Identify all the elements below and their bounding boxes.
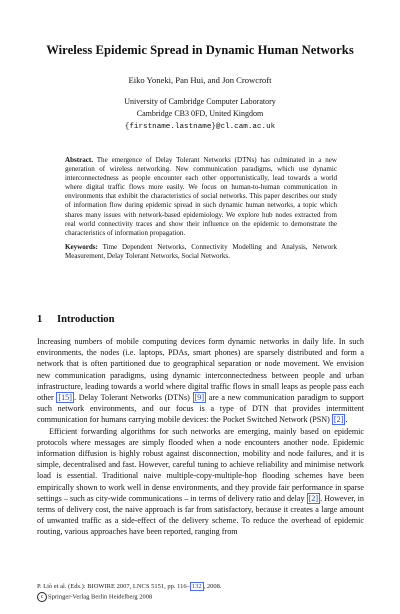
citation-link-9[interactable]: [9] (194, 393, 205, 403)
citation-link-15[interactable]: [15] (58, 393, 72, 403)
affiliation-email: {firstname.lastname}@cl.cam.ac.uk (124, 122, 276, 131)
footer-page-link[interactable]: 132 (191, 583, 202, 590)
keywords-text: Time Dependent Networks, Connectivity Modelling and Analysis, Network Measurement, Delay Tolerant Networks, Social Networks. (65, 243, 338, 261)
author-list: Eiko Yoneki, Pan Hui, and Jon Crowcroft (128, 75, 272, 85)
footer-citation-end: , 2008. (203, 583, 222, 590)
footer-citation-text: P. Liò et al. (Eds.): BIOWIRE 2007, LNCS 5151, pp. 116– (37, 583, 190, 590)
affiliation-institution: University of Cambridge Computer Laboratory (124, 97, 276, 106)
keywords-label: Keywords: (65, 243, 98, 251)
keywords (65, 243, 337, 261)
paragraph-2 (37, 426, 364, 538)
affiliation-address: Cambridge CB3 0FD, United Kingdom (136, 109, 264, 119)
footer-copyright (37, 592, 222, 602)
abstract (65, 156, 337, 238)
abstract-text: The emergence of Delay Tolerant Networks (DTNs) has culminated in a new generation of wireless networking. New communication paradigms, which use dynamic interconnectedness as people encounter each other opportunistically, lead towards a world where digital traffic flows more easily. We focus on human-to-human communication in environments that exhibit the characteristics of social networks. This paper describes our study of information flow during epidemic spread in such dynamic human networks, a topic which shares many issues with network-based epidemiology. We explore hub nodes extracted from real world connectivity traces and show their influence on the epidemic to demonstrate the characteristics of information propagation. (65, 156, 337, 237)
section-heading (37, 314, 115, 325)
page-footer (37, 583, 222, 602)
paper-title: Wireless Epidemic Spread in Dynamic Human Networks (46, 43, 354, 57)
paragraph-1-text-a: Increasing numbers of mobile computing devices form dynamic networks in daily life. In such environments, the nodes (i.e. laptops, PDAs, smart phones) are sparsely distributed and form a network that is often partitioned due to geographical separation or node movement. We envision new communication paradigms, using dynamic interconnectedness between people and urban infrastructure, leading towards a world where digital traffic flows in small leaps as people pass each other (37, 337, 364, 403)
paragraph-2-text-b: . However, in terms of delivery cost, the naive approach is far from satisfactory, because it creates a large amount of unwanted traffic as a side-effect of the delivery scheme. To reduce the overhead of epidemic routing, various approaches have been reported, ranging from (37, 493, 364, 537)
citation-link-2b[interactable]: [2] (308, 493, 319, 503)
paragraph-1 (37, 336, 364, 426)
paragraph-1-text-d: . (345, 415, 348, 425)
citation-link-2[interactable]: [2] (333, 415, 344, 425)
copyright-icon: c (37, 592, 47, 602)
paragraph-2-text-a: Efficient forwarding algorithms for such networks are emerging, mainly based on epidemic protocols where messages are simply flooded when a node encounters another node. Epidemic information diffusion is highly robust against disconnection, mobility and node failures, and it is simple, decentralised and fast. However, careful tuning to achieve reliability and minimise network load is essential. Traditional naive multiple-copy-multiple-hop flooding schemes have been empirically shown to work well in dense environments, and they provide fair performance in sparse settings – such as city-wide communications – in terms of delivery ratio and delay (37, 426, 364, 503)
affiliation (30, 96, 370, 133)
section-number: 1 (37, 314, 43, 325)
footer-citation (37, 583, 222, 592)
copyright-text: Springer-Verlag Berlin Heidelberg 2008 (48, 593, 153, 601)
paragraph-1-text-b: . Delay Tolerant Networks (DTNs) (73, 393, 193, 403)
section-body (37, 336, 364, 538)
paragraph-1-text-c: are a new communication paradigm to support such network environments, and our focus is a type of DTN that provides intermittent communication for humans carrying mobile devices: the Pocket Switched Network (PSN) (37, 393, 364, 425)
section-title: Introduction (57, 314, 115, 325)
abstract-label: Abstract. (65, 156, 93, 164)
